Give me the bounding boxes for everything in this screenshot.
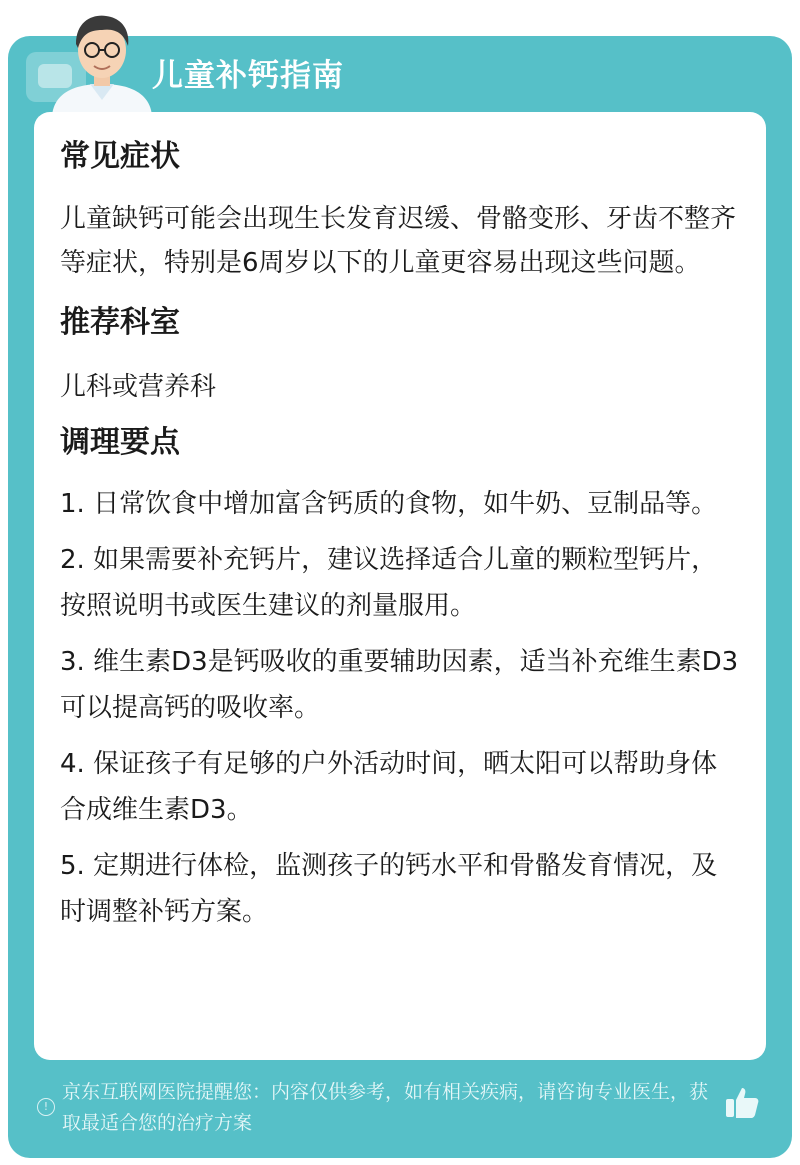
section-title-department: 推荐科室: [60, 305, 180, 340]
care-points-list: [60, 481, 740, 935]
list-item: 2. 如果需要补充钙片，建议选择适合儿童的颗粒型钙片，按照说明书或医生建议的剂量服用。: [60, 545, 718, 621]
list-item: 4. 保证孩子有足够的户外活动时间，晒太阳可以帮助身体合成维生素D3。: [60, 749, 718, 825]
section-title-symptoms: 常见症状: [60, 139, 180, 174]
list-item: 5. 定期进行体检，监测孩子的钙水平和骨骼发育情况，及时调整补钙方案。: [60, 851, 718, 927]
list-item: 1. 日常饮食中增加富含钙质的食物，如牛奶、豆制品等。: [60, 489, 718, 519]
info-icon: !: [37, 1098, 55, 1116]
list-item: 3. 维生素D3是钙吸收的重要辅助因素，适当补充维生素D3可以提高钙的吸收率。: [60, 647, 739, 723]
section-body-symptoms: 儿童缺钙可能会出现生长发育迟缓、骨骼变形、牙齿不整齐等症状，特别是6周岁以下的儿童更容易出现这些问题。: [60, 204, 737, 278]
doctor-avatar-icon: [46, 4, 158, 116]
thumbs-up-icon[interactable]: [724, 1084, 760, 1120]
section-body-department: 儿科或营养科: [60, 372, 217, 402]
section-title-care-points: 调理要点: [60, 425, 180, 460]
guide-content: [60, 135, 740, 945]
page-title: 儿童补钙指南: [152, 58, 344, 94]
footer-disclaimer: 京东互联网医院提醒您：内容仅供参考，如有相关疾病，请咨询专业医生，获取最适合您的治疗方案: [62, 1081, 709, 1134]
